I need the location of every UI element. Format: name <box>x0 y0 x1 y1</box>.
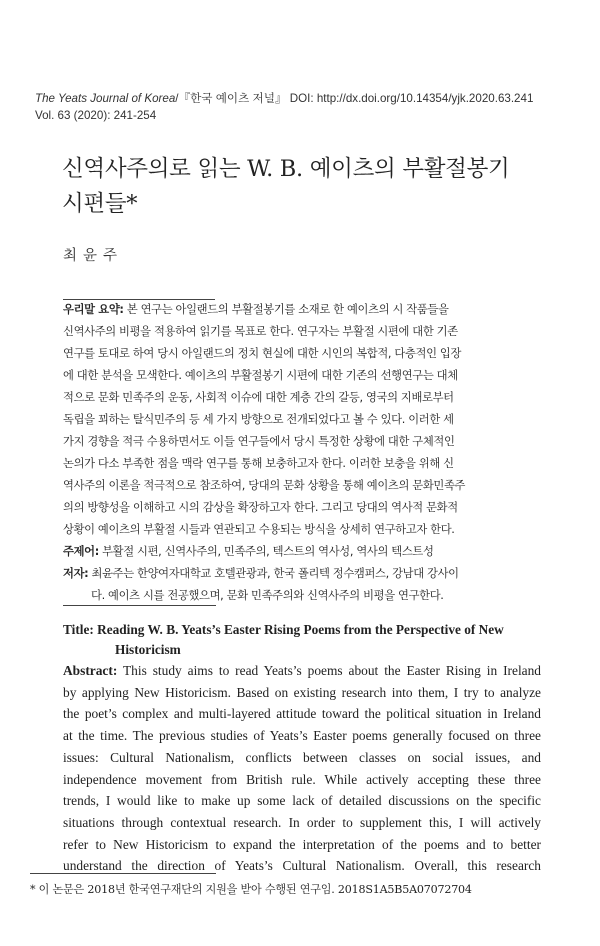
korean-abstract-line: 적으로 문화 민족주의 운동, 사회적 이슈에 대한 계층 간의 갈등, 영국의 지배로부터 <box>63 391 454 404</box>
english-abstract-line: the poet’s complex and multi-layered attitude toward the political situation in Ireland <box>63 706 541 722</box>
paper-title-line2: 시편들* <box>62 191 138 217</box>
english-abstract-line: independence movement from British rule. While actively accepting these three <box>63 771 541 787</box>
korean-abstract-line: 역사주의 이론을 적극적으로 참조하여, 당대의 문화 상황을 통해 예이츠의 문화민족주 <box>63 479 466 492</box>
paper-title-line1: 신역사주의로 읽는 W. B. 예이츠의 부활절봉기 <box>62 156 510 182</box>
english-abstract-line: situations through contextual research. In order to supplement this, I will actively <box>63 814 541 830</box>
journal-name: The Yeats Journal of Korea <box>35 92 176 105</box>
keywords-label: 주제어: <box>63 545 99 558</box>
korean-abstract-line: 독립을 꾀하는 탈식민주의 등 세 가지 방향으로 전개되었다고 볼 수 있다. 이러한 세 <box>63 413 454 426</box>
english-title-label: Title: <box>63 622 94 637</box>
english-title-line1: Reading W. B. Yeats’s Easter Rising Poems from the Perspective of New <box>93 622 504 637</box>
journal-header <box>35 90 575 124</box>
korean-abstract-label: 우리말 요약: <box>63 303 124 316</box>
author-name: 최윤주 <box>63 248 124 264</box>
doi-link[interactable]: DOI: http://dx.doi.org/10.14354/yjk.2020.63.241 <box>286 92 534 105</box>
english-abstract-line: at the time. The previous studies of Yeats’s Easter poems generally focused on three <box>63 728 541 744</box>
english-abstract-line: trends, I would like to make up some lack of detailed discussions on the specific <box>63 793 541 809</box>
footnote-divider <box>30 873 216 874</box>
author-bio-text: 최윤주는 한양여자대학교 호텔관광과, 한국 폴리텍 정수캠퍼스, 강남대 강사이 <box>88 567 459 580</box>
keywords-line <box>63 541 546 563</box>
divider-middle <box>63 605 216 606</box>
english-abstract-label: Abstract: <box>63 663 118 678</box>
journal-citation-line <box>35 90 575 107</box>
english-title-line2: Historicism <box>115 642 181 657</box>
korean-abstract-line: 우리말 요약: 본 연구는 아일랜드의 부활절봉기를 소재로 한 예이츠의 시 작품들을 <box>63 303 449 316</box>
english-abstract-line: understand the direction of Yeats’s Cultural Nationalism. Overall, this research <box>63 858 541 874</box>
korean-abstract-line: 상황이 예이츠의 부활절 시들과 연관되고 수용되는 방식을 상세히 연구하고자 한다. <box>63 523 455 536</box>
english-abstract-line: refer to New Historicism to expand the interpretation of the poems and to better <box>63 836 541 852</box>
english-abstract-line: Abstract: This study aims to read Yeats’s poems about the Easter Rising in Ireland <box>63 663 541 678</box>
english-abstract-line: by applying New Historicism. Based on existing research into them, I try to analyze <box>63 684 541 700</box>
english-title <box>63 620 543 660</box>
volume-info: Vol. 63 (2020): 241-254 <box>35 109 157 122</box>
author-bio-line2: 다. 예이츠 시를 전공했으며, 문화 민족주의와 신역사주의 비평을 연구한다. <box>91 589 444 602</box>
journal-name-korean: /『한국 예이츠 저널』 <box>175 92 287 105</box>
korean-abstract-line: 의의 방향성을 이해하고 시의 감상을 확장하고자 한다. 그리고 당대의 역사적 문화적 <box>63 501 458 514</box>
paper-title <box>62 152 562 222</box>
korean-abstract <box>63 299 546 607</box>
keywords-text: 부활절 시편, 신역사주의, 민족주의, 텍스트의 역사성, 역사의 텍스트성 <box>98 545 434 558</box>
korean-abstract-line: 에 대한 분석을 모색한다. 예이츠의 부활절봉기 시편에 대한 기존의 선행연구는 대체 <box>63 369 458 382</box>
footnote: * 이 논문은 2018년 한국연구재단의 지원을 받아 수행된 연구임. 2018S1A5B5A07072704 <box>30 883 472 896</box>
english-abstract-line: issues: Cultural Nationalism, conflicts between classes on social issues, and <box>63 749 541 765</box>
author-bio-line <box>63 563 546 585</box>
korean-abstract-line: 가지 경향을 적극 수용하면서도 이들 연구들에서 당시 특정한 상황에 대한 구체적인 <box>63 435 455 448</box>
korean-abstract-line: 신역사주의 비평을 적용하여 읽기를 목표로 한다. 연구자는 부활절 시편에 대한 기존 <box>63 325 458 338</box>
korean-abstract-line: 논의가 다소 부족한 점을 맥락 연구를 통해 보충하고자 한다. 이러한 보충을 위해 신 <box>63 457 454 470</box>
korean-abstract-line: 연구를 토대로 하여 당시 아일랜드의 정치 현실에 대한 시인의 복합적, 다층적인 입장 <box>63 347 462 360</box>
author-bio-label: 저자: <box>63 567 89 580</box>
english-abstract <box>63 660 541 877</box>
